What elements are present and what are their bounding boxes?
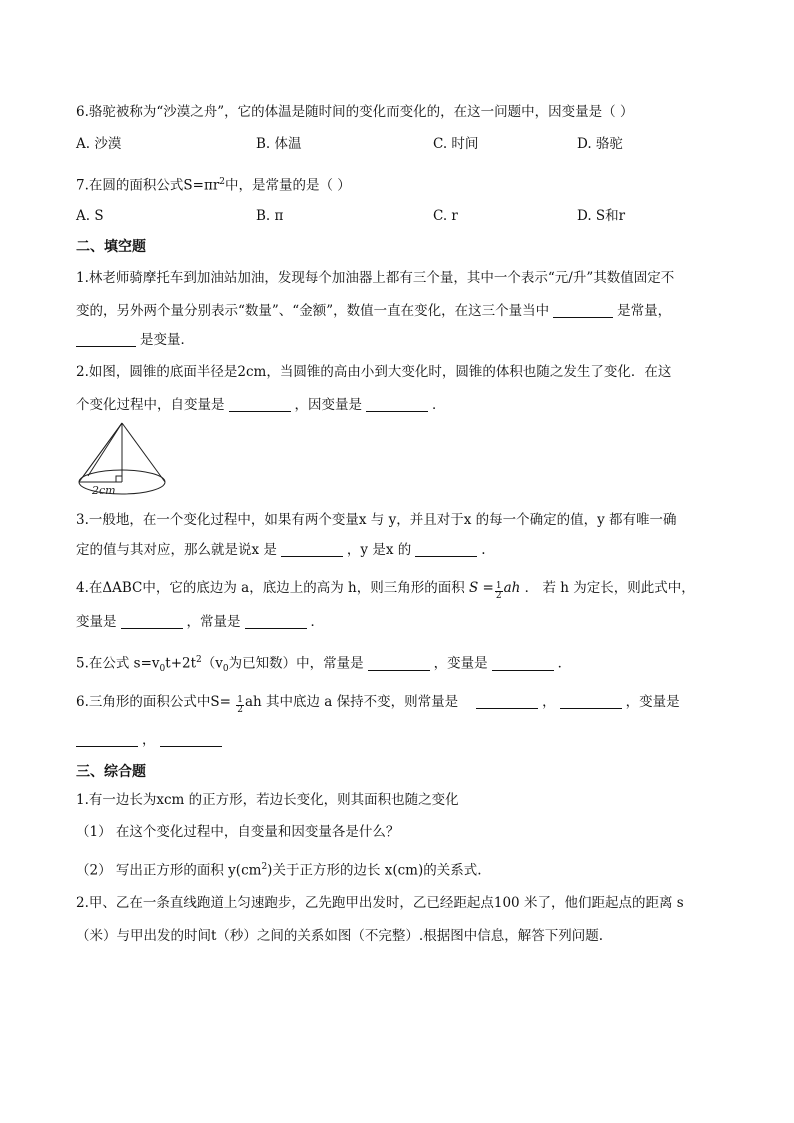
answer-blank[interactable] [121, 614, 183, 629]
s2q5-line: 5.在公式 $s=v_0t+2t^2(v_0$为已知数）中，常量是 ，变量是 ． [76, 655, 572, 675]
answer-blank[interactable] [76, 732, 138, 747]
answer-blank[interactable] [366, 397, 428, 412]
s3q2-line2: （米）与甲出发的时间t（秒）之间的关系如图（不完整）.根据图中信息，解答下列问题. [76, 928, 604, 944]
q7-option-b: B. π [256, 208, 284, 224]
fraction-one-half: $\frac{1}{2}$ [237, 695, 243, 715]
answer-blank[interactable] [229, 397, 291, 412]
s2q4-line2: 变量是 ，常量是 ． [76, 614, 324, 630]
q7-option-c: C. r [433, 208, 458, 224]
section2-title: 二、填空题 [76, 239, 146, 255]
s3q2-line1: 2.甲、乙在一条直线跑道上匀速跑步，乙先跑甲出发时，乙已经距起点100 米了，他们距起点的距离 s [76, 895, 684, 911]
s2q6-line1: 6.三角形的面积公式中S= $\frac{1}{2}$ ah 其中底边 a 保持不变，则常量是 ， ，变量是 [76, 694, 680, 715]
section3-title: 三、综合题 [76, 764, 146, 780]
answer-blank[interactable] [245, 614, 307, 629]
q6-option-c: C. 时间 [433, 136, 479, 152]
q7-option-d: D. S和r [577, 208, 626, 224]
answer-blank[interactable] [160, 732, 222, 747]
s2q3-line1: 3.一般地，在一个变化过程中，如果有两个变量x 与 y，并且对于x 的每一个确定的值，y 都有唯一确 [76, 512, 677, 528]
s2q2-line1: 2.如图，圆锥的底面半径是2cm，当圆锥的高由小到大变化时，圆锥的体积也随之发生了变化．在这 [76, 364, 672, 380]
s2q4-line1: 4.在ΔABC中，它的底边为 a，底边上的高为 h，则三角形的面积 S = $\frac{1}{2}$ ah ． 若 h 为定长，则此式中， [76, 580, 695, 601]
q7-option-a: A. S [76, 208, 104, 224]
answer-blank[interactable] [415, 542, 477, 557]
s2q1-line2: 变的，另外两个量分别表示“数量”、“金额”，数值一直在变化，在这三个量当中 是常量， [76, 303, 672, 319]
q6-text: 6.骆驼被称为“沙漠之舟”，它的体温是随时间的变化而变化的，在这一问题中，因变量是（ ） [76, 104, 634, 120]
s2q3-line2: 定的值与其对应，那么就是说x 是 ，y 是x 的 . [76, 542, 486, 558]
s3q1-line1: 1.有一边长为xcm 的正方形，若边长变化，则其面积也随之变化 [76, 792, 459, 808]
q7-text: 7.在圆的面积公式$S=\pi r^2$中，是常量的是（ ） [76, 177, 351, 194]
answer-blank[interactable] [76, 332, 136, 347]
answer-blank[interactable] [281, 542, 343, 557]
cone-radius-label: 2cm [92, 484, 116, 497]
cone-figure [74, 420, 174, 500]
answer-blank[interactable] [492, 656, 554, 671]
s2q6-line2: ， [76, 730, 226, 750]
fraction-one-half: $\frac{1}{2}$ [495, 581, 502, 601]
s3q1-sub1: （1） 在这个变化过程中，自变量和因变量各是什么？ [76, 824, 400, 840]
answer-blank[interactable] [476, 694, 538, 709]
q6-option-a: A. 沙漠 [76, 136, 122, 152]
q6-option-d: D. 骆驼 [577, 136, 623, 152]
answer-blank[interactable] [368, 656, 430, 671]
answer-blank[interactable] [560, 694, 622, 709]
s2q2-line2: 个变化过程中，自变量是 ，因变量是 ． [76, 397, 446, 413]
s3q1-sub2: （2） 写出正方形的面积 $y(cm^2)$关于正方形的边长 x(cm)的关系式. [76, 862, 482, 879]
s2q1-line1: 1.林老师骑摩托车到加油站加油，发现每个加油器上都有三个量，其中一个表示“元/升”其数值固定不 [76, 270, 675, 286]
s2q1-line3: 是变量． [76, 330, 194, 350]
q6-option-b: B. 体温 [256, 136, 302, 152]
answer-blank[interactable] [553, 303, 613, 318]
